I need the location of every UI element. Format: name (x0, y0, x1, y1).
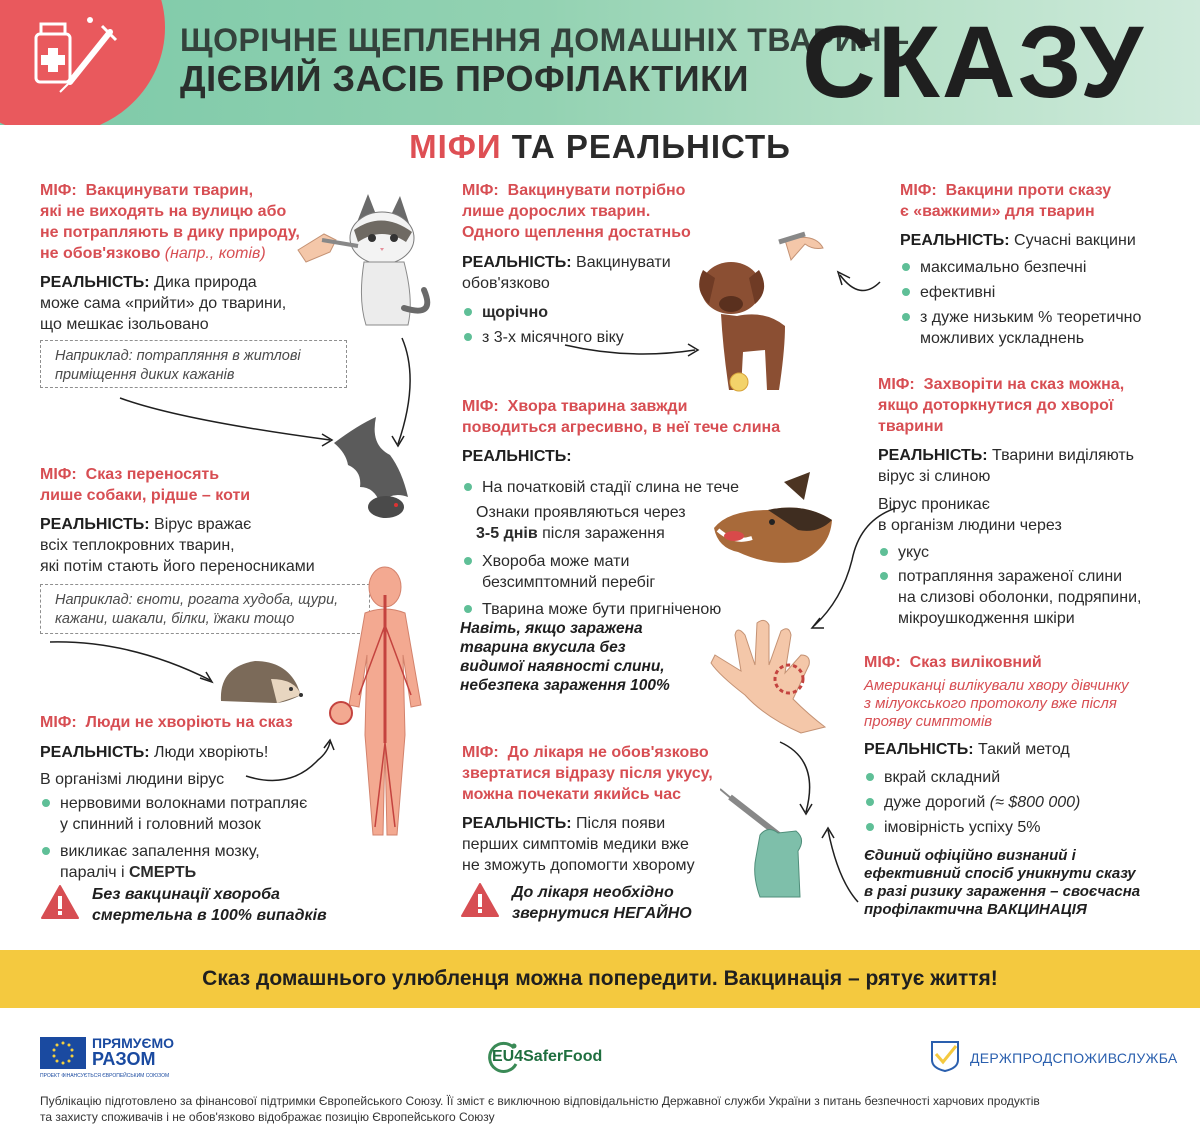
myth-text: Вакцинувати тварин, (85, 182, 254, 199)
derzh-text: ДЕРЖПРОДСПОЖИВСЛУЖБА (970, 1050, 1178, 1066)
reality-label: РЕАЛЬНІСТЬ: (40, 516, 150, 533)
reality-text: перших симптомів медики вже (462, 836, 689, 853)
list-item: потрапляння зараженої слини на слизові оболонки, подряпини, мікроушкодження шкіри (878, 566, 1188, 629)
myth-text: Хвора тварина завжди (507, 398, 688, 415)
reality-text: Вірус вражає (154, 516, 252, 533)
eu-logo-bottom: РАЗОМ (92, 1049, 156, 1069)
reality-label: РЕАЛЬНІСТЬ: (878, 447, 988, 464)
myth-label: МІФ: (864, 654, 901, 671)
example-text: Наприклад: єноти, рогата худоба, щури, (55, 592, 339, 608)
myth-text: які не виходять на вулицю або (40, 203, 287, 220)
body-text: Вірус проникає (878, 496, 990, 513)
example-text: кажани, шакали, білки, їжаки тощо (55, 611, 295, 627)
myth-text: Люди не хворіють на сказ (85, 714, 293, 731)
reality-text: Такий метод (978, 741, 1070, 758)
reality-text: Люди хворіють! (154, 744, 269, 761)
reality-text: Вакцинувати (576, 254, 671, 271)
myth-text: не потрапляють в дику природу, (40, 224, 300, 241)
myth-label: МІФ: (900, 182, 937, 199)
footnote: Публікацію підготовлено за фінансової підтримки Європейського Союзу. Її зміст є виключною відповідальністю Державної служби України з питань безпечності харчових продуктів та захисту споживачів і не обов'язково відображає позицію Європейського Союзу (40, 1094, 1040, 1124)
subtitle-red: МІФИ (409, 128, 502, 165)
list-item: щорічно (462, 302, 742, 323)
derzh-logo (930, 1038, 1178, 1078)
myth-text: Сказ переносять (85, 466, 220, 483)
list-item: максимально безпечні (900, 257, 1190, 278)
reality-text: Дика природа (154, 274, 257, 291)
list-item: з дуже низьким % теоретично можливих ускладнень (900, 307, 1190, 349)
list-item: Тварина може бути пригніченою (462, 599, 812, 620)
list-item: укус (878, 542, 1188, 563)
myth-text: Захворіти на сказ можна, (923, 376, 1125, 393)
emphasis-text: Єдиний офіційно визнаний і ефективний спосіб уникнути сказу в разі ризику зараження – своєчасна профілактична ВАКЦИНАЦІЯ (864, 847, 1141, 918)
reality-text: які потім стають його переносниками (40, 558, 315, 575)
myth-note: Американці вилікували хвору дівчинку з мілуокського протоколу вже після прояву симптомів (864, 677, 1129, 730)
example-text: приміщення диких кажанів (55, 367, 235, 383)
myth-text: є «важкими» для тварин (900, 203, 1095, 220)
myth-text: До лікаря не обов'язково (507, 744, 709, 761)
myth-text: лише собаки, рідше – коти (40, 487, 251, 504)
body-text: в організм людини через (878, 517, 1062, 534)
reality-text: Сучасні вакцини (1014, 232, 1136, 249)
reality-text: вірус зі слиною (878, 468, 991, 485)
reality-label: РЕАЛЬНІСТЬ: (864, 741, 974, 758)
myth-text: Одного щеплення достатньо (462, 224, 691, 241)
reality-text: може сама «прийти» до тварини, (40, 295, 287, 312)
reality-text: Після появи (576, 815, 666, 832)
myth-label: МІФ: (40, 714, 77, 731)
reality-label: РЕАЛЬНІСТЬ: (900, 232, 1010, 249)
myth-label: МІФ: (878, 376, 915, 393)
myth-label: МІФ: (40, 466, 77, 483)
eu4saferfood-logo (484, 1038, 634, 1078)
myth-text: не обов'язково (40, 245, 161, 262)
reality-text: обов'язково (462, 275, 550, 292)
myth-text: тварини (878, 418, 944, 435)
list-item: викликає запалення мозку, параліч і СМЕРТЬ (40, 841, 340, 883)
reality-label: РЕАЛЬНІСТЬ: (462, 254, 572, 271)
list-item: На початковій стадії слина не тече (462, 477, 812, 498)
myth-text: звертатися відразу після укусу, (462, 765, 713, 782)
header-big-title: СКАЗУ (802, 5, 1146, 119)
eu-logo-top: ПРЯМУЄМО (92, 1035, 174, 1051)
myth-label: МІФ: (462, 182, 499, 199)
list-item: з 3-х місячного віку (462, 327, 742, 348)
reality-label: РЕАЛЬНІСТЬ: (462, 448, 572, 465)
list-item: дуже дорогий (≈ $800 000) (864, 792, 1184, 813)
list-item: нервовими волокнами потрапляє у спинний і головний мозок (40, 793, 340, 835)
warning-text: До лікаря необхідно звернутися НЕГАЙНО (512, 884, 692, 922)
myth-label: МІФ: (462, 744, 499, 761)
body-text: 3-5 днів після зараження (476, 525, 665, 542)
banner-text: Сказ домашнього улюбленця можна попередити. Вакцинація – рятує життя! (202, 967, 998, 990)
reality-label: РЕАЛЬНІСТЬ: (462, 815, 572, 832)
list-item: Хвороба може мати безсимптомний перебіг (462, 551, 812, 593)
reality-label: РЕАЛЬНІСТЬ: (40, 744, 150, 761)
myth-note: (напр., котів) (164, 245, 266, 262)
myth-text: якщо доторкнутися до хворої (878, 397, 1114, 414)
myth-label: МІФ: (462, 398, 499, 415)
header-line-2: ДІЄВИЙ ЗАСІБ ПРОФІЛАКТИКИ (180, 58, 750, 99)
body-text: В організмі людини вірус (40, 771, 225, 788)
list-item: ефективні (900, 282, 1190, 303)
warning-text: Без вакцинації хвороба смертельна в 100% випадків (92, 886, 327, 924)
eu-logo-small: ПРОЕКТ ФІНАНСУЄТЬСЯ ЄВРОПЕЙСЬКИМ СОЮЗОМ (40, 1073, 170, 1079)
myth-text: Сказ виліковний (909, 654, 1042, 671)
list-item: вкрай складний (864, 767, 1184, 788)
reality-label: РЕАЛЬНІСТЬ: (40, 274, 150, 291)
example-text: Наприклад: потрапляння в житлові (55, 348, 301, 364)
bottom-banner (0, 950, 1200, 1008)
reality-text: всіх теплокровних тварин, (40, 537, 235, 554)
checkmark-shield-icon (930, 1040, 960, 1072)
reality-text: Тварини виділяють (992, 447, 1135, 464)
myth-text: Вакцинувати потрібно (507, 182, 686, 199)
myth-text: можна почекати якийсь час (462, 786, 682, 803)
reality-text: що мешкає ізольовано (40, 316, 209, 333)
body-text: Ознаки проявляються через (476, 504, 686, 521)
list-item: імовірність успіху 5% (864, 817, 1184, 838)
eu4saferfood-text: EU4SaferFood (492, 1048, 603, 1065)
myth-text: поводиться агресивно, в неї тече слина (462, 419, 781, 436)
eu-flag-icon (40, 1037, 86, 1069)
emphasis-text: Навіть, якщо заражена тварина вкусила без видимої наявності слини, небезпека зараження 100% (460, 620, 670, 694)
myth-label: МІФ: (40, 182, 77, 199)
eu-logo (40, 1035, 190, 1081)
reality-text: не зможуть допомогти хворому (462, 857, 695, 874)
myth-text: Вакцини проти сказу (945, 182, 1112, 199)
subtitle-dark: ТА РЕАЛЬНІСТЬ (511, 128, 791, 165)
myth-text: лише дорослих тварин. (462, 203, 651, 220)
header-line-1: ЩОРІЧНЕ ЩЕПЛЕННЯ ДОМАШНІХ ТВАРИН – (180, 22, 910, 58)
